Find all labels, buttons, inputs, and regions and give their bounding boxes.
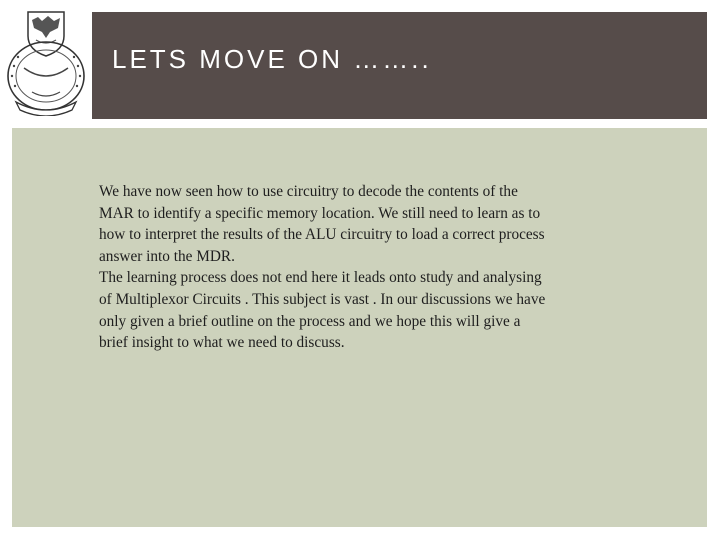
body-text — [99, 181, 549, 354]
crest-emblem-icon — [2, 6, 90, 116]
slide-title: LETS MOVE ON …….. — [112, 44, 432, 74]
college-crest-logo — [0, 0, 92, 120]
paragraph-2: The learning process does not end here it leads onto study and analysing of Multiplexor Circuits . This subject is vast . In our discussions we have only given a brief outline on the process and we hope this will give a brief insight to what we need to discuss. — [99, 269, 546, 352]
content-panel — [12, 128, 707, 527]
paragraph-1: We have now seen how to use circuitry to decode the contents of the MAR to identify a specific memory location. We still need to learn as to how to interpret the results of the ALU circuitry to load a correct process answer into the MDR. — [99, 183, 545, 265]
